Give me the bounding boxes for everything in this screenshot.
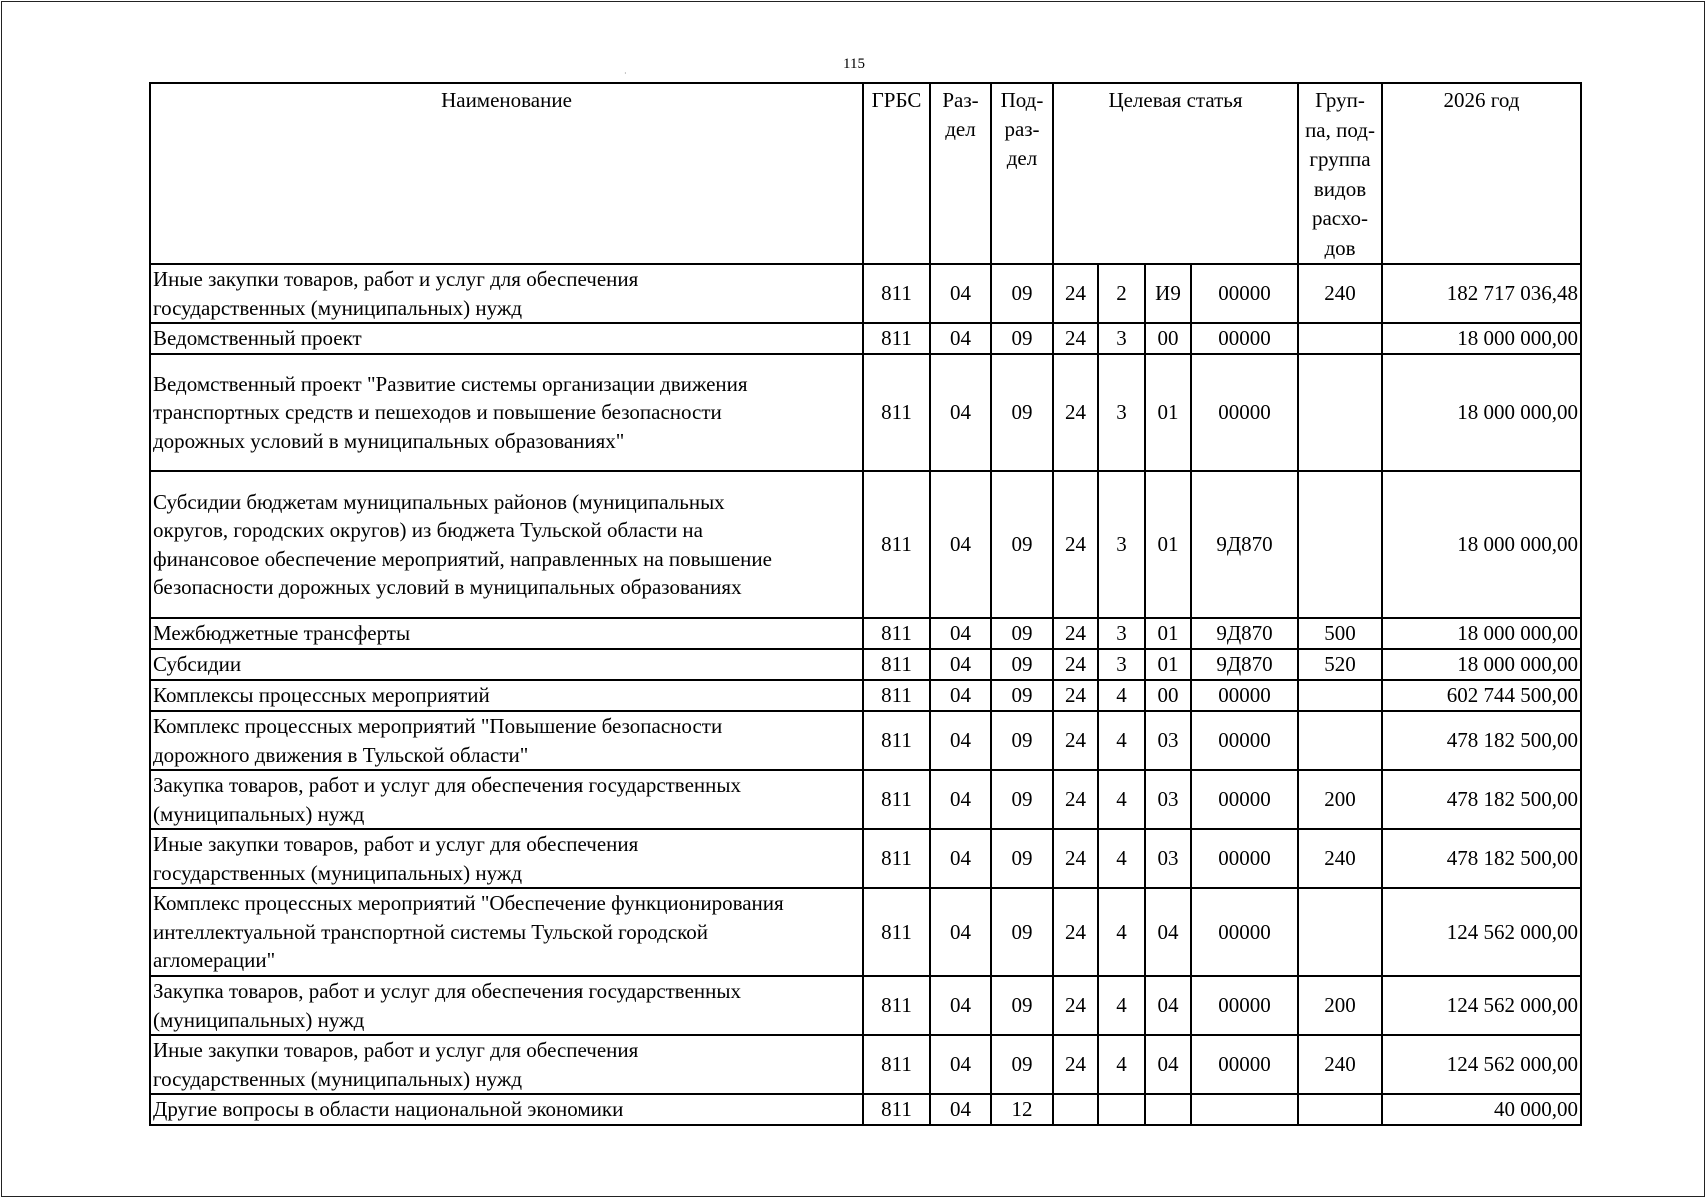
- table-row: [150, 649, 1581, 680]
- table-row: [150, 1035, 1581, 1094]
- row-target-type: 4: [1098, 770, 1145, 829]
- row-target-program: 24: [1053, 770, 1098, 829]
- row-target-structure: 00: [1145, 323, 1191, 354]
- row-razdel: 04: [930, 976, 991, 1035]
- row-target-program: 24: [1053, 323, 1098, 354]
- header-name: Наименование: [150, 83, 863, 264]
- row-target-program: 24: [1053, 354, 1098, 471]
- row-name: Иные закупки товаров, работ и услуг для обеспечения государственных (муниципальных) нужд: [150, 1035, 863, 1094]
- row-amount: 124 562 000,00: [1382, 1035, 1581, 1094]
- row-target-type: 3: [1098, 354, 1145, 471]
- row-expense-group: [1298, 354, 1382, 471]
- row-grbs: 811: [863, 264, 930, 323]
- row-target-direction: 00000: [1191, 680, 1298, 711]
- row-target-direction: 9Д870: [1191, 649, 1298, 680]
- row-grbs: 811: [863, 649, 930, 680]
- row-name: Иные закупки товаров, работ и услуг для обеспечения государственных (муниципальных) нужд: [150, 829, 863, 888]
- table-row: [150, 829, 1581, 888]
- row-name: Субсидии бюджетам муниципальных районов (муниципальных округов, городских округов) из бюджета Тульской области на финансовое обеспечение мероприятий, направленных на повышение безопасности дорожных условий в муниципальных образованиях: [150, 471, 863, 618]
- row-target-type: 3: [1098, 323, 1145, 354]
- row-target-program: 24: [1053, 829, 1098, 888]
- table-row: [150, 1094, 1581, 1125]
- row-target-type: 4: [1098, 829, 1145, 888]
- row-podrazdel: 09: [991, 264, 1053, 323]
- row-podrazdel: 09: [991, 680, 1053, 711]
- row-target-structure: 01: [1145, 618, 1191, 649]
- header-expense-group: Груп- па, под- группа видов расхо- дов: [1298, 83, 1382, 264]
- row-expense-group: 500: [1298, 618, 1382, 649]
- row-amount: 18 000 000,00: [1382, 649, 1581, 680]
- row-target-structure: И9: [1145, 264, 1191, 323]
- table-row: [150, 976, 1581, 1035]
- row-amount: 478 182 500,00: [1382, 711, 1581, 770]
- row-name: Закупка товаров, работ и услуг для обеспечения государственных (муниципальных) нужд: [150, 770, 863, 829]
- table-row: [150, 354, 1581, 471]
- row-amount: 124 562 000,00: [1382, 976, 1581, 1035]
- header-row: [150, 83, 1581, 264]
- row-target-direction: 9Д870: [1191, 618, 1298, 649]
- table-body: [150, 264, 1581, 1125]
- row-target-direction: 00000: [1191, 976, 1298, 1035]
- table-row: [150, 618, 1581, 649]
- row-name: Закупка товаров, работ и услуг для обеспечения государственных (муниципальных) нужд: [150, 976, 863, 1035]
- row-razdel: 04: [930, 829, 991, 888]
- row-name: Ведомственный проект: [150, 323, 863, 354]
- row-expense-group: 240: [1298, 1035, 1382, 1094]
- row-expense-group: [1298, 711, 1382, 770]
- row-amount: 18 000 000,00: [1382, 618, 1581, 649]
- row-razdel: 04: [930, 323, 991, 354]
- row-expense-group: [1298, 323, 1382, 354]
- page-number: 115: [843, 56, 865, 72]
- row-target-structure: 00: [1145, 680, 1191, 711]
- row-target-program: 24: [1053, 680, 1098, 711]
- row-grbs: 811: [863, 1094, 930, 1125]
- row-razdel: 04: [930, 711, 991, 770]
- row-target-type: 4: [1098, 680, 1145, 711]
- table-row: [150, 888, 1581, 976]
- row-target-program: 24: [1053, 618, 1098, 649]
- row-expense-group: 240: [1298, 829, 1382, 888]
- row-razdel: 04: [930, 680, 991, 711]
- table-row: [150, 711, 1581, 770]
- row-target-direction: [1191, 1094, 1298, 1125]
- table-row: [150, 264, 1581, 323]
- header-grbs: ГРБС: [863, 83, 930, 264]
- row-name: Другие вопросы в области национальной экономики: [150, 1094, 863, 1125]
- row-target-direction: 00000: [1191, 888, 1298, 976]
- row-target-direction: 9Д870: [1191, 471, 1298, 618]
- row-target-structure: 01: [1145, 354, 1191, 471]
- row-target-type: [1098, 1094, 1145, 1125]
- row-podrazdel: 09: [991, 770, 1053, 829]
- row-expense-group: 520: [1298, 649, 1382, 680]
- row-grbs: 811: [863, 976, 930, 1035]
- row-target-program: 24: [1053, 976, 1098, 1035]
- row-target-direction: 00000: [1191, 323, 1298, 354]
- row-name: Межбюджетные трансферты: [150, 618, 863, 649]
- row-name: Комплекс процессных мероприятий "Обеспечение функционирования интеллектуальной транспортной системы Тульской городской агломерации": [150, 888, 863, 976]
- row-grbs: 811: [863, 829, 930, 888]
- row-razdel: 04: [930, 618, 991, 649]
- row-amount: 182 717 036,48: [1382, 264, 1581, 323]
- table-row: [150, 680, 1581, 711]
- row-target-structure: 04: [1145, 1035, 1191, 1094]
- row-name: Комплексы процессных мероприятий: [150, 680, 863, 711]
- row-target-structure: 03: [1145, 829, 1191, 888]
- row-amount: 478 182 500,00: [1382, 829, 1581, 888]
- row-expense-group: 240: [1298, 264, 1382, 323]
- header-year: 2026 год: [1382, 83, 1581, 264]
- row-grbs: 811: [863, 354, 930, 471]
- row-razdel: 04: [930, 770, 991, 829]
- row-razdel: 04: [930, 471, 991, 618]
- row-razdel: 04: [930, 1094, 991, 1125]
- row-target-type: 3: [1098, 618, 1145, 649]
- row-grbs: 811: [863, 770, 930, 829]
- row-expense-group: [1298, 471, 1382, 618]
- row-podrazdel: 12: [991, 1094, 1053, 1125]
- row-grbs: 811: [863, 888, 930, 976]
- row-target-program: 24: [1053, 711, 1098, 770]
- row-target-direction: 00000: [1191, 354, 1298, 471]
- row-podrazdel: 09: [991, 354, 1053, 471]
- row-target-type: 4: [1098, 976, 1145, 1035]
- row-name: Комплекс процессных мероприятий "Повышение безопасности дорожного движения в Тульской области": [150, 711, 863, 770]
- row-amount: 478 182 500,00: [1382, 770, 1581, 829]
- row-target-program: 24: [1053, 649, 1098, 680]
- header-razdel: Раз- дел: [930, 83, 991, 264]
- row-target-program: 24: [1053, 264, 1098, 323]
- row-target-direction: 00000: [1191, 711, 1298, 770]
- row-expense-group: [1298, 888, 1382, 976]
- row-amount: 18 000 000,00: [1382, 323, 1581, 354]
- row-podrazdel: 09: [991, 618, 1053, 649]
- header-target: Целевая статья: [1053, 83, 1298, 264]
- row-target-program: 24: [1053, 888, 1098, 976]
- row-target-type: 4: [1098, 1035, 1145, 1094]
- row-podrazdel: 09: [991, 888, 1053, 976]
- row-target-direction: 00000: [1191, 264, 1298, 323]
- row-amount: 124 562 000,00: [1382, 888, 1581, 976]
- row-razdel: 04: [930, 1035, 991, 1094]
- row-target-structure: 03: [1145, 770, 1191, 829]
- row-target-structure: 04: [1145, 888, 1191, 976]
- row-target-direction: 00000: [1191, 1035, 1298, 1094]
- row-grbs: 811: [863, 680, 930, 711]
- row-target-type: 4: [1098, 888, 1145, 976]
- row-target-type: 3: [1098, 649, 1145, 680]
- table-row: [150, 471, 1581, 618]
- row-target-structure: [1145, 1094, 1191, 1125]
- row-grbs: 811: [863, 471, 930, 618]
- table-row: [150, 323, 1581, 354]
- scan-dot: ·: [624, 69, 627, 78]
- row-podrazdel: 09: [991, 471, 1053, 618]
- row-target-direction: 00000: [1191, 770, 1298, 829]
- row-target-structure: 03: [1145, 711, 1191, 770]
- table-row: [150, 770, 1581, 829]
- row-podrazdel: 09: [991, 649, 1053, 680]
- row-razdel: 04: [930, 649, 991, 680]
- row-grbs: 811: [863, 618, 930, 649]
- row-target-structure: 01: [1145, 471, 1191, 618]
- row-expense-group: [1298, 1094, 1382, 1125]
- row-podrazdel: 09: [991, 323, 1053, 354]
- row-podrazdel: 09: [991, 711, 1053, 770]
- row-target-program: 24: [1053, 471, 1098, 618]
- row-target-type: 2: [1098, 264, 1145, 323]
- row-name: Иные закупки товаров, работ и услуг для обеспечения государственных (муниципальных) нужд: [150, 264, 863, 323]
- row-name: Субсидии: [150, 649, 863, 680]
- row-target-structure: 01: [1145, 649, 1191, 680]
- row-grbs: 811: [863, 1035, 930, 1094]
- row-podrazdel: 09: [991, 1035, 1053, 1094]
- row-target-program: [1053, 1094, 1098, 1125]
- row-expense-group: [1298, 680, 1382, 711]
- row-target-program: 24: [1053, 1035, 1098, 1094]
- row-amount: 602 744 500,00: [1382, 680, 1581, 711]
- row-razdel: 04: [930, 354, 991, 471]
- row-grbs: 811: [863, 711, 930, 770]
- row-amount: 18 000 000,00: [1382, 354, 1581, 471]
- row-razdel: 04: [930, 888, 991, 976]
- row-target-direction: 00000: [1191, 829, 1298, 888]
- row-podrazdel: 09: [991, 976, 1053, 1035]
- budget-table: [149, 82, 1582, 1126]
- row-amount: 18 000 000,00: [1382, 471, 1581, 618]
- row-podrazdel: 09: [991, 829, 1053, 888]
- row-expense-group: 200: [1298, 976, 1382, 1035]
- row-amount: 40 000,00: [1382, 1094, 1581, 1125]
- row-expense-group: 200: [1298, 770, 1382, 829]
- row-target-structure: 04: [1145, 976, 1191, 1035]
- header-podrazdel: Под- раз- дел: [991, 83, 1053, 264]
- row-target-type: 3: [1098, 471, 1145, 618]
- row-razdel: 04: [930, 264, 991, 323]
- row-target-type: 4: [1098, 711, 1145, 770]
- row-name: Ведомственный проект "Развитие системы организации движения транспортных средств и пешеходов и повышение безопасности дорожных условий в муниципальных образованиях": [150, 354, 863, 471]
- row-grbs: 811: [863, 323, 930, 354]
